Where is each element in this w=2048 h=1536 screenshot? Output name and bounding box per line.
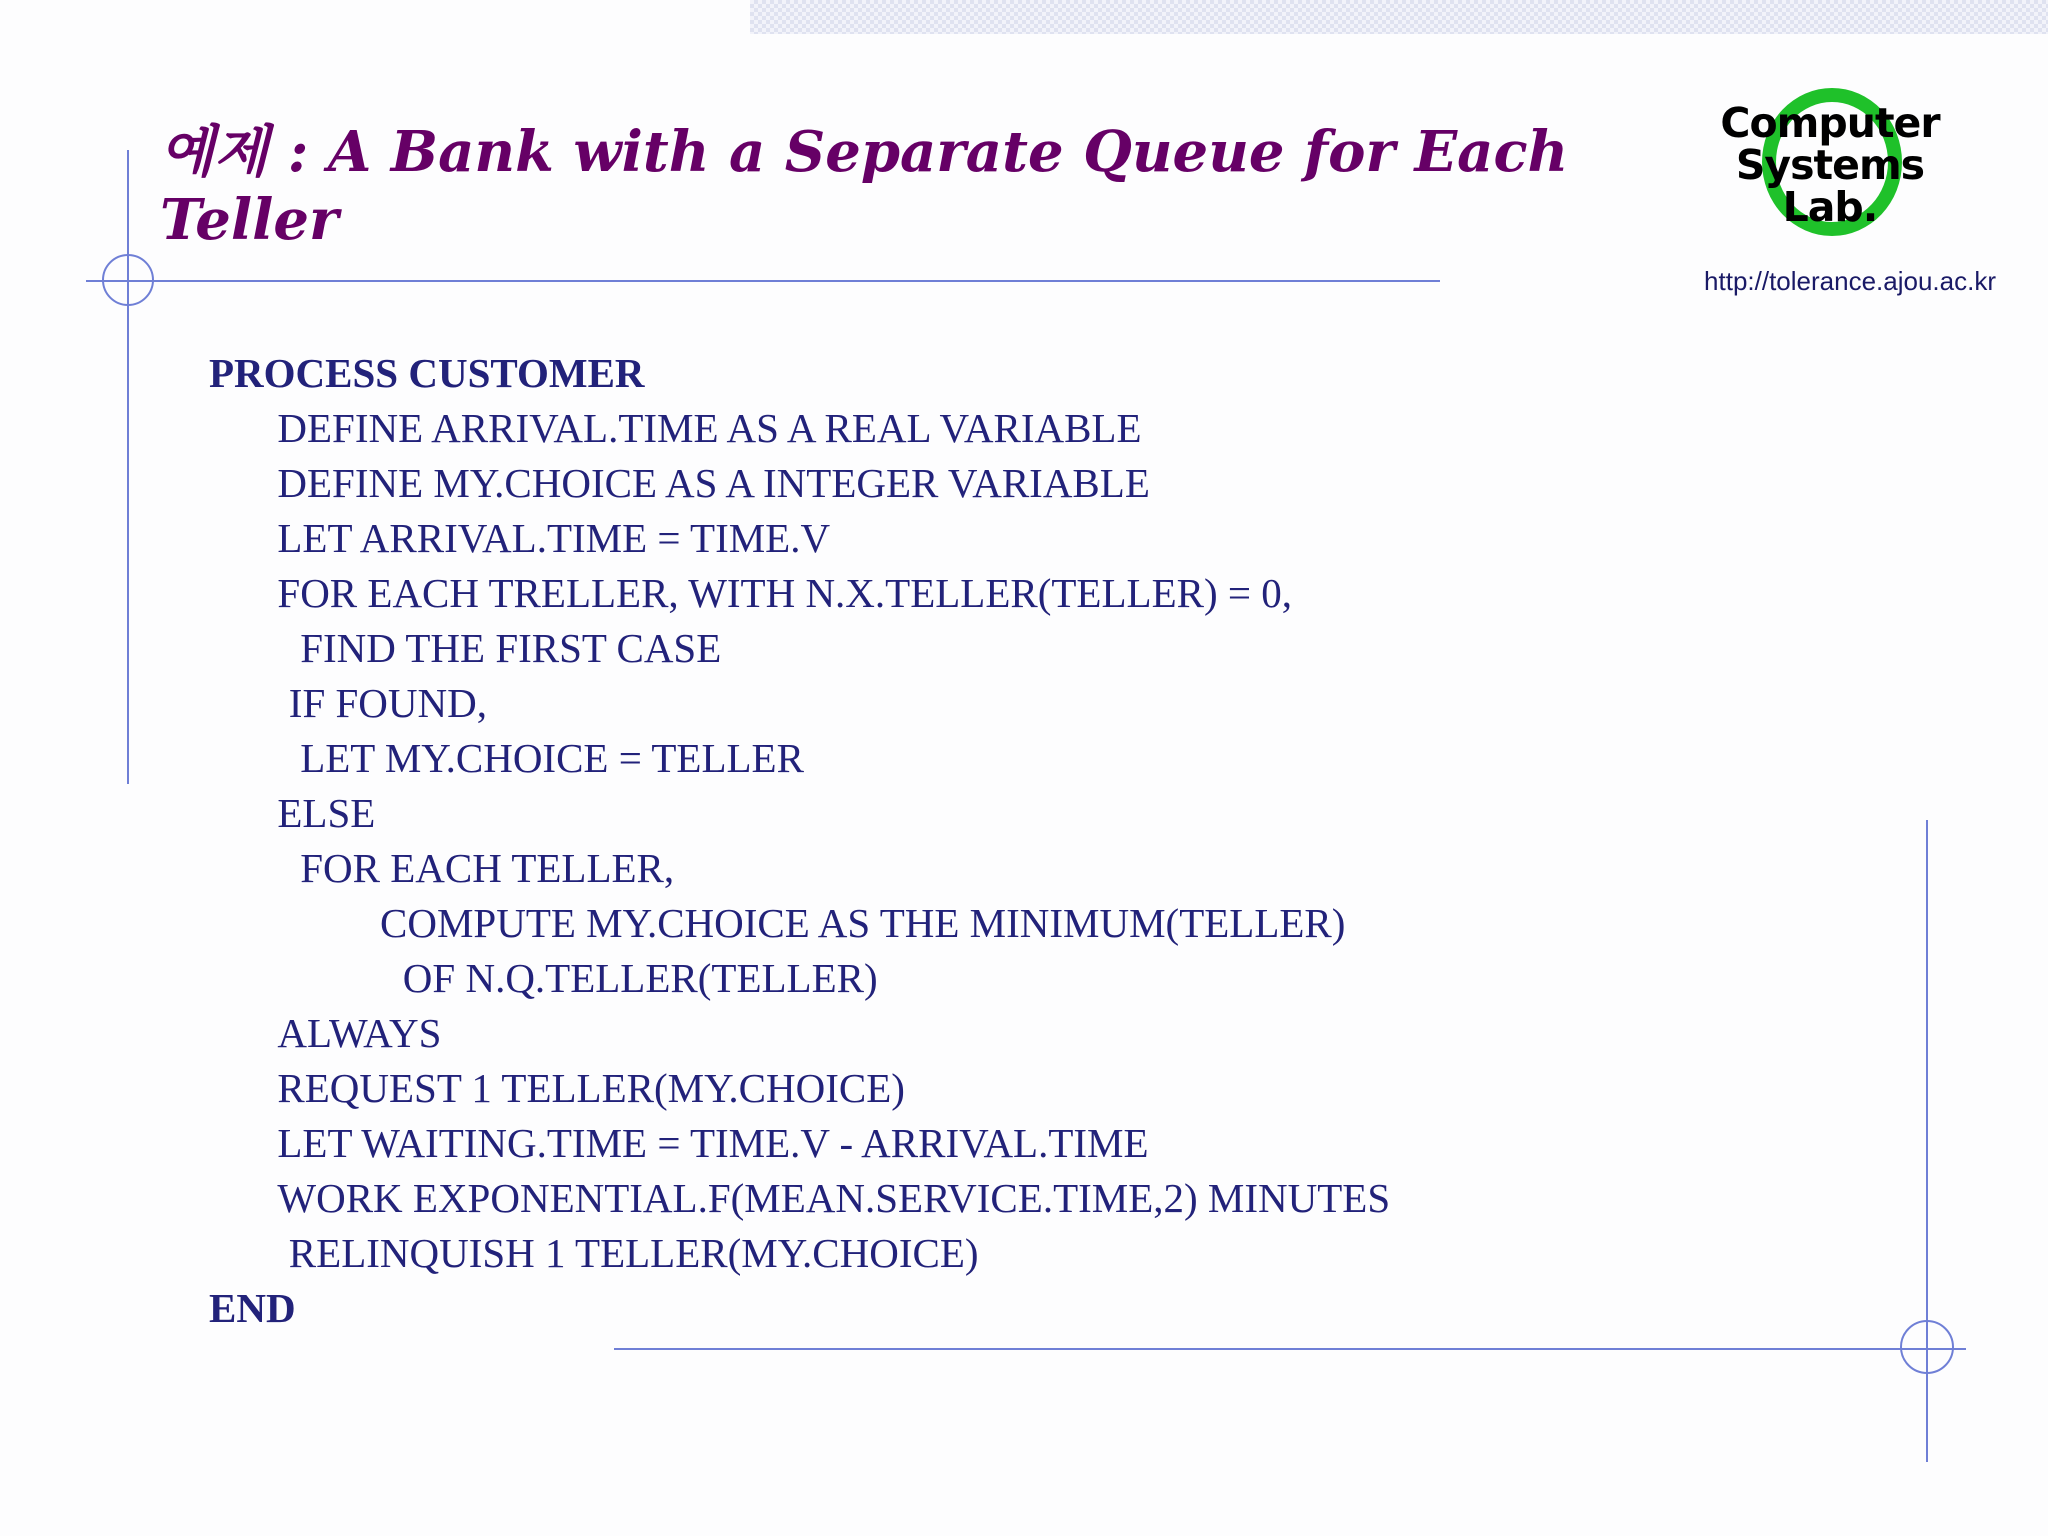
code-line: COMPUTE MY.CHOICE AS THE MINIMUM(TELLER) — [380, 900, 1346, 946]
code-line: FOR EACH TELLER, — [300, 845, 675, 891]
code-line: LET WAITING.TIME = TIME.V - ARRIVAL.TIME — [277, 1120, 1149, 1166]
slide-title: 예제 : A Bank with a Separate Queue for Each Teller — [160, 119, 1569, 253]
code-line: ELSE — [277, 790, 376, 836]
code-line: REQUEST 1 TELLER(MY.CHOICE) — [277, 1065, 905, 1111]
code-line: IF FOUND, — [288, 680, 487, 726]
lab-logo — [1700, 80, 1960, 260]
code-line: PROCESS CUSTOMER — [209, 350, 645, 396]
lab-url: http://tolerance.ajou.ac.kr — [1704, 266, 1996, 296]
bottom-rule — [614, 1348, 1966, 1350]
code-line: DEFINE MY.CHOICE AS A INTEGER VARIABLE — [277, 460, 1150, 506]
left-rule — [127, 150, 129, 784]
bottom-right-crosshair-icon — [1900, 1320, 1954, 1374]
logo-line-3: Lab. — [1782, 183, 1878, 231]
code-block — [209, 346, 1689, 1336]
code-line: WORK EXPONENTIAL.F(MEAN.SERVICE.TIME,2) MINUTES — [277, 1175, 1391, 1221]
code-line: LET MY.CHOICE = TELLER — [300, 735, 804, 781]
code-line: DEFINE ARRIVAL.TIME AS A REAL VARIABLE — [277, 405, 1142, 451]
code-line: LET ARRIVAL.TIME = TIME.V — [277, 515, 831, 561]
logo-line-1: Computer — [1720, 99, 1940, 147]
top-pattern-band — [750, 0, 2048, 34]
code-line: FOR EACH TRELLER, WITH N.X.TELLER(TELLER) = 0, — [277, 570, 1292, 616]
code-line: RELINQUISH 1 TELLER(MY.CHOICE) — [288, 1230, 979, 1276]
code-line: FIND THE FIRST CASE — [300, 625, 722, 671]
top-rule — [86, 280, 1440, 282]
logo-line-2: Systems — [1735, 141, 1925, 189]
code-line: OF N.Q.TELLER(TELLER) — [402, 955, 878, 1001]
logo-text — [1700, 99, 1960, 231]
code-line: ALWAYS — [277, 1010, 442, 1056]
top-left-crosshair-icon — [102, 254, 154, 306]
code-line: END — [209, 1285, 296, 1331]
